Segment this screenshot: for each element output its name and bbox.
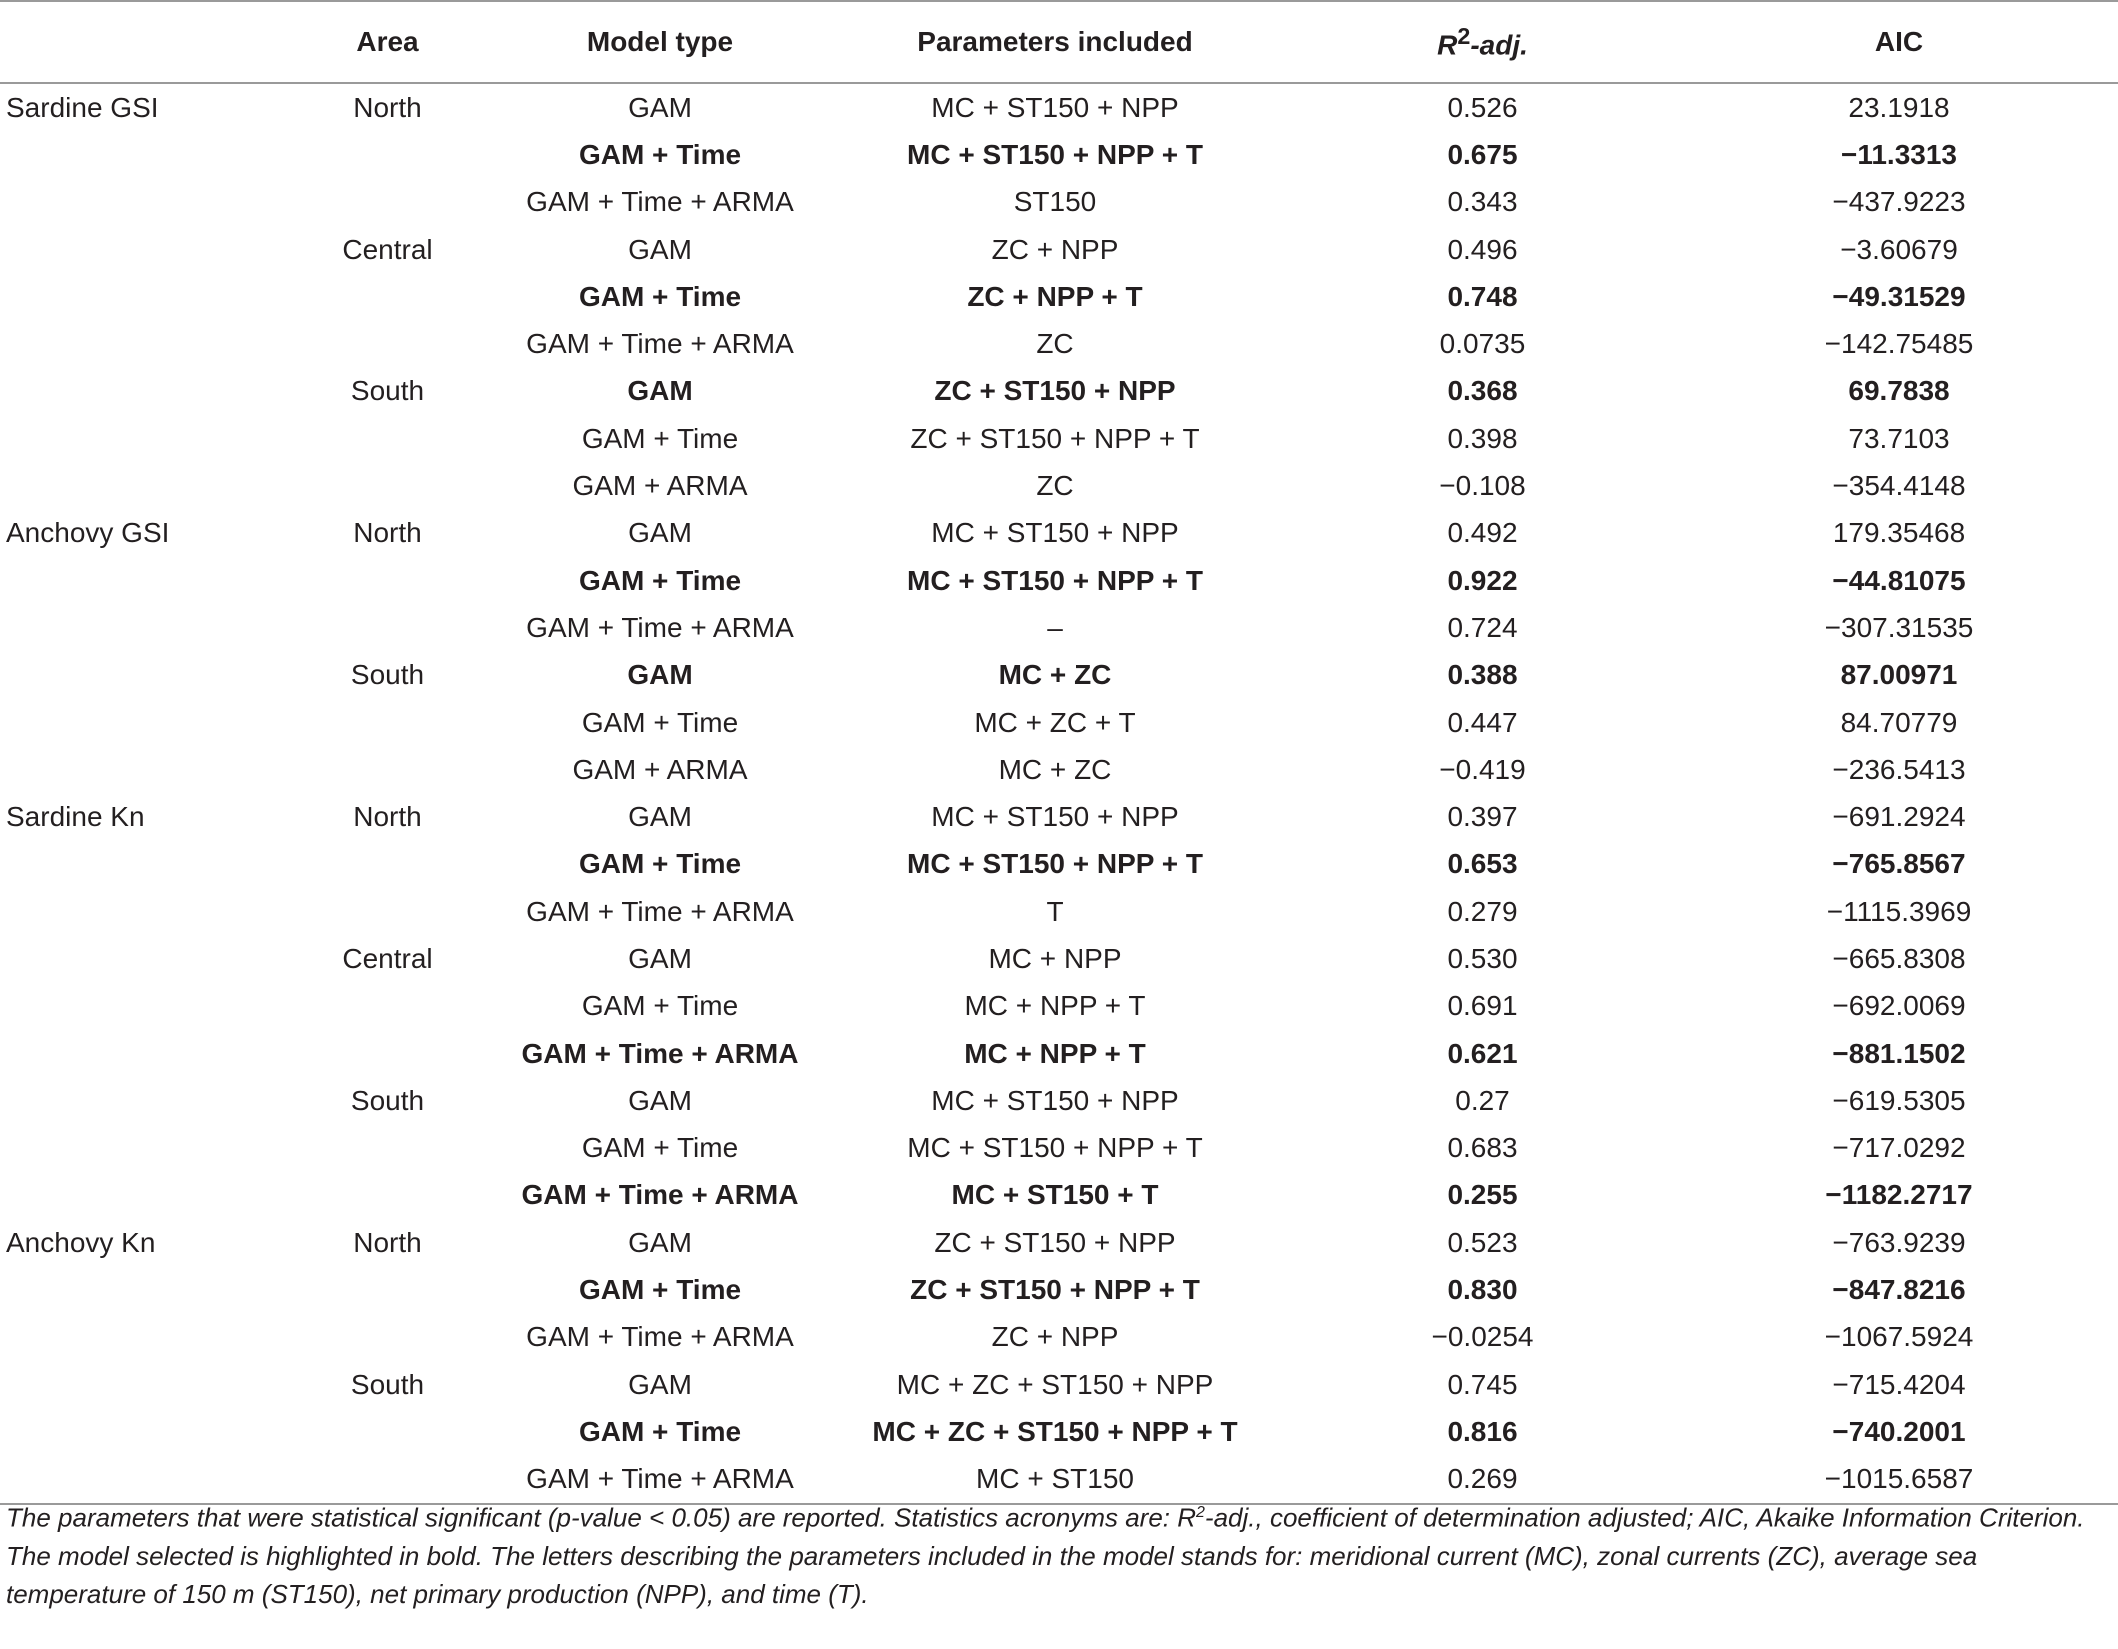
cell-aic: −1182.2717	[1825, 1179, 1973, 1211]
cell-r2-adj: −0.0254	[1431, 1321, 1534, 1353]
cell-area	[280, 1314, 495, 1361]
cell-aic: −354.4148	[1832, 470, 1966, 502]
cell-r2-adj: 0.0735	[1439, 328, 1526, 360]
cell-parameters: ZC + ST150 + NPP + T	[910, 1274, 1200, 1306]
cell-r2-adj: −0.108	[1439, 470, 1526, 502]
cell-group	[0, 1077, 280, 1124]
cell-area	[280, 131, 495, 178]
cell-aic: −1015.6587	[1680, 1456, 2118, 1504]
cell-r2-adj: 0.388	[1447, 659, 1518, 691]
cell-group	[0, 746, 280, 793]
table-row	[0, 83, 2118, 131]
cell-parameters: MC + ST150 + NPP + T	[907, 138, 1203, 170]
cell-area: South	[350, 659, 425, 691]
cell-area: South	[350, 375, 425, 407]
cell-group	[0, 1266, 280, 1313]
table-row	[0, 1266, 2118, 1313]
cell-parameters: MC + NPP + T	[964, 990, 1146, 1022]
cell-parameters: MC + ST150 + NPP	[931, 801, 1179, 833]
cell-model-type: GAM + Time	[578, 564, 742, 596]
header-aic: AIC	[1680, 1, 2118, 83]
cell-area: North	[353, 1226, 422, 1258]
cell-group	[0, 226, 280, 273]
cell-group	[0, 1030, 280, 1077]
cell-aic: −665.8308	[1832, 942, 1966, 974]
cell-group	[0, 888, 280, 935]
cell-r2-adj: 0.922	[1447, 564, 1518, 596]
cell-parameters: MC + ST150 + T	[951, 1179, 1159, 1211]
cell-parameters: MC + ST150 + NPP	[931, 91, 1179, 123]
cell-aic: −881.1502	[1832, 1037, 1966, 1069]
cell-area	[280, 1408, 495, 1455]
cell-parameters: ZC + ST150 + NPP	[934, 1226, 1176, 1258]
cell-area	[280, 462, 495, 509]
cell-group: Anchovy Kn	[6, 1226, 156, 1258]
cell-area	[280, 179, 495, 226]
cell-parameters: ST150	[1013, 186, 1097, 218]
table-row	[0, 935, 2118, 982]
cell-parameters: ZC + NPP	[991, 1321, 1119, 1353]
cell-area: North	[353, 91, 422, 123]
cell-r2-adj: 0.368	[1447, 375, 1518, 407]
cell-area: Central	[342, 233, 433, 265]
cell-r2-adj: 0.683	[1447, 1132, 1518, 1164]
cell-model-type: GAM + Time	[578, 138, 742, 170]
cell-parameters: MC + ZC + ST150 + NPP + T	[872, 1415, 1238, 1447]
cell-r2-adj: 0.279	[1447, 895, 1518, 927]
cell-parameters: MC + ZC	[998, 659, 1112, 691]
header-r2-adj	[1285, 1, 1680, 83]
cell-aic: 69.7838	[1848, 375, 1950, 407]
cell-model-type: GAM + Time	[578, 1274, 742, 1306]
cell-parameters: MC + ST150	[825, 1456, 1285, 1504]
cell-r2-adj: 0.724	[1447, 611, 1518, 643]
cell-area	[280, 1172, 495, 1219]
cell-area: South	[350, 1084, 425, 1116]
table-caption	[6, 1494, 2112, 1613]
cell-aic: −44.81075	[1832, 564, 1966, 596]
cell-group	[0, 1361, 280, 1408]
cell-aic: 179.35468	[1832, 517, 1966, 549]
cell-parameters: MC + ST150 + NPP + T	[907, 1132, 1203, 1164]
cell-model-type: GAM + Time	[578, 1415, 742, 1447]
cell-group	[0, 462, 280, 509]
cell-model-type: GAM + Time	[581, 422, 739, 454]
cell-r2-adj: 0.269	[1285, 1456, 1680, 1504]
caption-part1: The parameters that were statistical significant (p-value < 0.05) are reported. Statistics acronyms are: R	[6, 1502, 1197, 1533]
cell-r2-adj: 0.691	[1447, 990, 1518, 1022]
table-row	[0, 841, 2118, 888]
cell-area: South	[350, 1368, 425, 1400]
table-row	[0, 746, 2118, 793]
table-header-row	[0, 1, 2118, 83]
cell-group	[0, 1172, 280, 1219]
cell-model-type: GAM + Time + ARMA	[526, 186, 794, 218]
header-r2-sup: 2	[1457, 22, 1471, 49]
cell-model-type: GAM	[628, 801, 692, 833]
cell-r2-adj: 0.653	[1447, 848, 1518, 880]
cell-r2-adj: 0.675	[1447, 138, 1518, 170]
cell-group	[0, 652, 280, 699]
cell-model-type: GAM	[628, 233, 692, 265]
cell-parameters: T	[1046, 895, 1064, 927]
cell-aic: −236.5413	[1832, 753, 1966, 785]
cell-aic: −3.60679	[1840, 233, 1958, 265]
cell-model-type: GAM	[628, 1084, 692, 1116]
header-r2-main: R	[1437, 29, 1458, 61]
cell-parameters: ZC + NPP + T	[967, 280, 1143, 312]
cell-aic: −1067.5924	[1824, 1321, 1974, 1353]
cell-group	[0, 983, 280, 1030]
table-row	[0, 273, 2118, 320]
cell-model-type: GAM + Time	[581, 1132, 739, 1164]
cell-r2-adj: 0.748	[1447, 280, 1518, 312]
table-row	[0, 699, 2118, 746]
cell-model-type: GAM + ARMA	[572, 753, 748, 785]
cell-model-type: GAM	[628, 517, 692, 549]
cell-aic: −765.8567	[1832, 848, 1966, 880]
table-row	[0, 557, 2118, 604]
cell-r2-adj: 0.745	[1447, 1368, 1518, 1400]
cell-aic: −11.3313	[1840, 138, 1958, 170]
cell-aic: 23.1918	[1848, 91, 1950, 123]
table-row	[0, 462, 2118, 509]
cell-group	[0, 1314, 280, 1361]
cell-group	[0, 604, 280, 651]
cell-model-type: GAM + Time + ARMA	[526, 611, 794, 643]
cell-model-type: GAM + Time	[578, 280, 742, 312]
cell-model-type: GAM	[627, 375, 693, 407]
table-row	[0, 179, 2118, 226]
cell-group	[0, 935, 280, 982]
table-row	[0, 888, 2118, 935]
table-row	[0, 604, 2118, 651]
header-parameters: Parameters included	[825, 1, 1285, 83]
caption-part2: -adj., coefficient of determination adjusted; AIC, Akaike Information Criterion. The model selected is highlighted in bold. The letters describing the parameters included in the model stands for: meridional current (MC), zonal currents (ZC), average sea temperature of 150 m (ST150), net primary production (NPP), and time (T).	[6, 1502, 2085, 1609]
cell-area	[280, 1030, 495, 1077]
cell-aic: −847.8216	[1832, 1274, 1966, 1306]
cell-area	[280, 1125, 495, 1172]
cell-model-type: GAM + Time + ARMA	[521, 1037, 799, 1069]
cell-model-type: GAM + Time	[581, 990, 739, 1022]
cell-r2-adj: 0.492	[1447, 517, 1518, 549]
cell-parameters: MC + ZC + T	[974, 706, 1136, 738]
table-row	[0, 510, 2118, 557]
cell-area	[280, 604, 495, 651]
cell-parameters: MC + ST150 + NPP	[931, 517, 1179, 549]
cell-aic: −142.75485	[1824, 328, 1974, 360]
cell-r2-adj: 0.621	[1447, 1037, 1518, 1069]
table-row	[0, 1030, 2118, 1077]
cell-aic: −437.9223	[1832, 186, 1966, 218]
cell-aic: 84.70779	[1840, 706, 1958, 738]
table-row	[0, 368, 2118, 415]
cell-model-type: GAM + Time + ARMA	[495, 1456, 825, 1504]
cell-group	[0, 368, 280, 415]
cell-model-type: GAM + Time	[581, 706, 739, 738]
cell-group	[0, 1125, 280, 1172]
table-row	[0, 1361, 2118, 1408]
cell-group	[0, 273, 280, 320]
cell-r2-adj: 0.523	[1447, 1226, 1518, 1258]
cell-parameters: MC + ST150 + NPP + T	[907, 848, 1203, 880]
table-row	[0, 1408, 2118, 1455]
cell-model-type: GAM	[628, 1226, 692, 1258]
cell-r2-adj: −0.419	[1439, 753, 1526, 785]
table-row	[0, 131, 2118, 178]
cell-r2-adj: 0.496	[1447, 233, 1518, 265]
cell-area: Central	[342, 942, 433, 974]
cell-area: North	[353, 517, 422, 549]
cell-parameters: ZC + NPP	[991, 233, 1119, 265]
table-row	[0, 1219, 2118, 1266]
cell-model-type: GAM + ARMA	[572, 470, 748, 502]
cell-aic: −1115.3969	[1826, 895, 1972, 927]
cell-group: Sardine GSI	[6, 91, 159, 123]
cell-model-type: GAM	[628, 1368, 692, 1400]
cell-aic: −763.9239	[1832, 1226, 1966, 1258]
table-row	[0, 1125, 2118, 1172]
cell-aic: −692.0069	[1832, 990, 1966, 1022]
caption-sup: 2	[1196, 1504, 1205, 1521]
cell-parameters: ZC + ST150 + NPP + T	[910, 422, 1200, 454]
header-area: Area	[280, 1, 495, 83]
cell-aic: −49.31529	[1832, 280, 1966, 312]
header-r2-tail: -adj.	[1470, 29, 1528, 61]
cell-aic: 73.7103	[1848, 422, 1950, 454]
table-row	[0, 652, 2118, 699]
cell-area	[280, 1266, 495, 1313]
cell-parameters: MC + NPP	[988, 942, 1122, 974]
cell-area	[280, 557, 495, 604]
cell-parameters: ZC	[1036, 328, 1074, 360]
cell-aic: −715.4204	[1832, 1368, 1966, 1400]
table-row	[0, 1077, 2118, 1124]
cell-area	[280, 888, 495, 935]
table-row	[0, 793, 2118, 840]
cell-group: Sardine Kn	[6, 801, 145, 833]
cell-group	[0, 320, 280, 367]
cell-aic: 87.00971	[1840, 659, 1958, 691]
header-group	[0, 1, 280, 83]
cell-group	[0, 1408, 280, 1455]
cell-model-type: GAM + Time + ARMA	[521, 1179, 799, 1211]
cell-parameters: ZC	[1036, 470, 1074, 502]
cell-area: North	[353, 801, 422, 833]
table-body	[0, 83, 2118, 1504]
cell-r2-adj: 0.397	[1447, 801, 1518, 833]
cell-area	[280, 320, 495, 367]
cell-area	[280, 273, 495, 320]
cell-model-type: GAM + Time	[578, 848, 742, 880]
cell-group: Anchovy GSI	[6, 517, 170, 549]
cell-r2-adj: 0.530	[1447, 942, 1518, 974]
cell-model-type: GAM + Time + ARMA	[526, 895, 794, 927]
cell-r2-adj: 0.526	[1447, 91, 1518, 123]
cell-aic: −691.2924	[1832, 801, 1966, 833]
table-row	[0, 1314, 2118, 1361]
cell-r2-adj: 0.398	[1447, 422, 1518, 454]
cell-parameters: MC + ST150 + NPP	[931, 1084, 1179, 1116]
cell-parameters: MC + ST150 + NPP + T	[907, 564, 1203, 596]
cell-area	[280, 415, 495, 462]
cell-r2-adj: 0.447	[1447, 706, 1518, 738]
cell-parameters: –	[1047, 611, 1063, 643]
table-row	[0, 320, 2118, 367]
header-model-type: Model type	[495, 1, 825, 83]
cell-area	[280, 746, 495, 793]
cell-aic: −307.31535	[1824, 611, 1974, 643]
cell-parameters: MC + ZC + ST150 + NPP	[896, 1368, 1214, 1400]
table-row	[0, 415, 2118, 462]
cell-parameters: MC + NPP + T	[964, 1037, 1146, 1069]
cell-parameters: MC + ZC	[998, 753, 1112, 785]
cell-r2-adj: 0.343	[1447, 186, 1518, 218]
table-row	[0, 1172, 2118, 1219]
cell-model-type: GAM + Time + ARMA	[526, 1321, 794, 1353]
cell-model-type: GAM	[628, 942, 692, 974]
cell-r2-adj: 0.816	[1447, 1415, 1518, 1447]
cell-group	[0, 699, 280, 746]
table-row	[0, 226, 2118, 273]
cell-group	[0, 841, 280, 888]
cell-r2-adj: 0.255	[1447, 1179, 1518, 1211]
cell-r2-adj: 0.27	[1455, 1084, 1510, 1116]
cell-group	[0, 557, 280, 604]
cell-model-type: GAM + Time + ARMA	[526, 328, 794, 360]
table-row	[0, 983, 2118, 1030]
cell-r2-adj: 0.830	[1447, 1274, 1518, 1306]
cell-group	[0, 131, 280, 178]
cell-model-type: GAM	[627, 659, 693, 691]
cell-model-type: GAM	[628, 91, 692, 123]
cell-area	[280, 983, 495, 1030]
cell-aic: −740.2001	[1832, 1415, 1966, 1447]
cell-aic: −717.0292	[1832, 1132, 1966, 1164]
cell-aic: −619.5305	[1832, 1084, 1966, 1116]
cell-area	[280, 841, 495, 888]
cell-area	[280, 699, 495, 746]
cell-group	[0, 179, 280, 226]
cell-parameters: ZC + ST150 + NPP	[934, 375, 1176, 407]
cell-group	[0, 415, 280, 462]
